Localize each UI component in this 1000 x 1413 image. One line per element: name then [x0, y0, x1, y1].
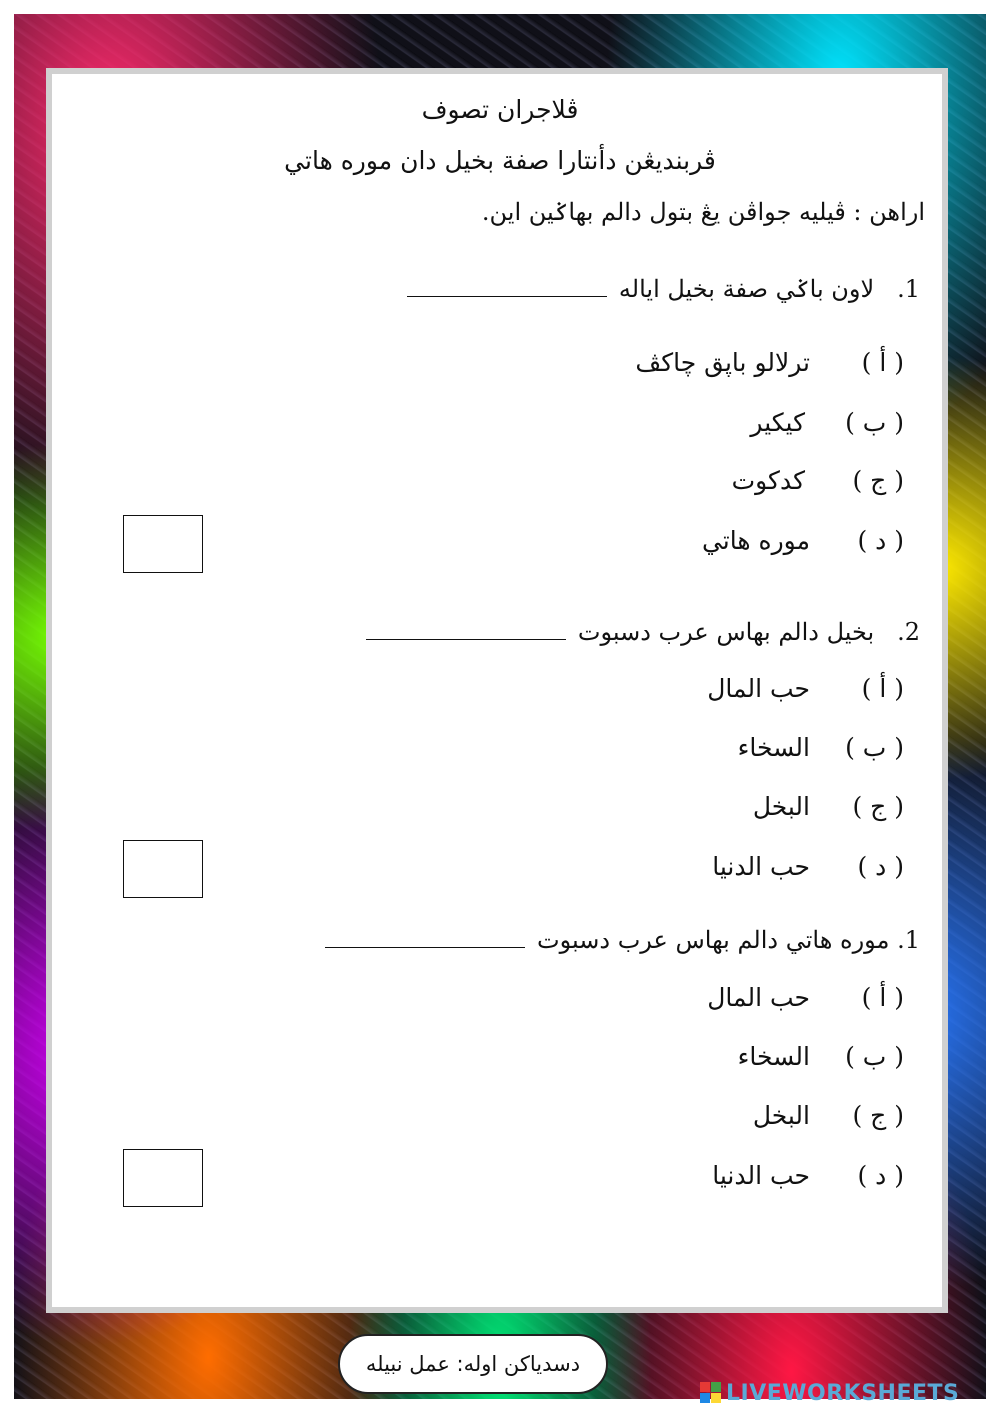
question-3	[325, 926, 920, 955]
credit-button[interactable]	[338, 1334, 608, 1394]
question-number: 1.	[897, 275, 920, 303]
option-label: ( ب )	[845, 733, 904, 762]
option-label: ( ج )	[852, 1101, 904, 1130]
answer-blank	[366, 638, 566, 640]
option-text: البخل	[752, 792, 810, 821]
option-label: ( ج )	[852, 466, 904, 495]
answer-box-1[interactable]	[123, 515, 203, 573]
credit-label: دسدياكن اوله: عمل نبيله	[365, 1352, 581, 1376]
option-text: حب الدنيا	[712, 1161, 810, 1190]
option-text: كدكوت	[731, 466, 805, 495]
option-label: ( ج )	[852, 792, 904, 821]
worksheet-subject: ڤلاجران تصوف	[421, 95, 579, 124]
option-text: حب المال	[707, 674, 810, 703]
option-label: ( أ )	[861, 348, 904, 377]
liveworksheets-brand	[700, 1378, 959, 1408]
option-text: موره هاتي	[701, 526, 810, 555]
worksheet-topic: ڤربنديڠن دأنتارا صفة بخيل دان موره هاتي	[284, 146, 716, 175]
option-text: السخاء	[737, 1042, 810, 1071]
question-text: موره هاتي دالم بهاس عرب دسبوت	[537, 926, 890, 954]
option-label: ( د )	[857, 526, 904, 555]
option-label: ( ب )	[845, 408, 904, 437]
liveworksheets-logo-icon	[700, 1382, 722, 1404]
option-text: حب المال	[707, 983, 810, 1012]
option-text: حب الدنيا	[712, 852, 810, 881]
worksheet-paper	[46, 68, 948, 1313]
option-label: ( ب )	[845, 1042, 904, 1071]
answer-blank	[407, 295, 607, 297]
option-label: ( أ )	[861, 983, 904, 1012]
option-label: ( أ )	[861, 674, 904, 703]
answer-box-3[interactable]	[123, 1149, 203, 1207]
brand-text: LIVEWORKSHEETS	[726, 1380, 960, 1406]
question-2	[366, 618, 920, 647]
question-text: بخيل دالم بهاس عرب دسبوت	[577, 618, 875, 646]
question-text: لاون باݢي صفة بخيل اياله	[618, 275, 875, 303]
option-label: ( د )	[857, 852, 904, 881]
answer-blank	[325, 946, 525, 948]
option-text: السخاء	[737, 733, 810, 762]
question-number: 1.	[897, 926, 920, 954]
question-number: 2.	[897, 618, 920, 646]
option-label: ( د )	[857, 1161, 904, 1190]
option-text: كيكير	[750, 408, 805, 437]
answer-box-2[interactable]	[123, 840, 203, 898]
option-text: ترلالو باڽق چاکڤ	[635, 348, 810, 377]
worksheet-instruction: اراهن : ڤيليه جواڤن يڠ بتول دالم بهاݢين اين.	[481, 198, 925, 226]
option-text: البخل	[752, 1101, 810, 1130]
question-1	[407, 275, 920, 304]
